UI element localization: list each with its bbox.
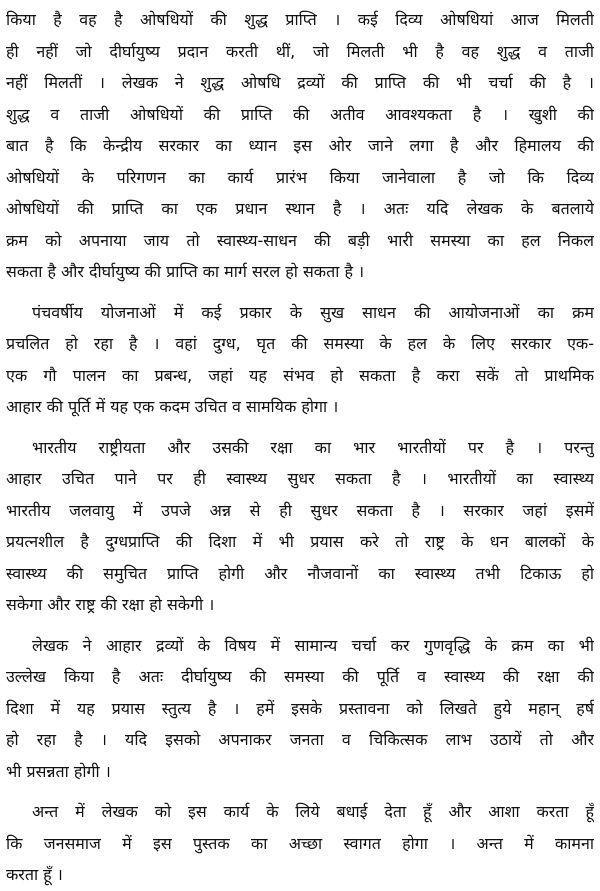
text-line: कि जनसमाज में इस पुस्तक का अच्छा स्वागत होगा । अन्त में कामना <box>6 833 594 853</box>
text-line: ओषधियों की प्राप्ति का एक प्रधान स्थान है । अतः यदि लेखक के बतलाये <box>6 199 594 218</box>
paragraph-closing <box>6 796 594 891</box>
paragraph-gap <box>6 787 594 796</box>
paragraph-national-health <box>6 432 594 621</box>
text-line: आहार की पूर्ति में यह एक कदम उचित व सामयिक होगा । <box>6 397 339 416</box>
paragraph-diet-substances <box>6 630 594 788</box>
text-line: स्वास्थ्य की समुचित प्राप्ति होगी और नौजवानों का स्वास्थ्य तभी टिकाऊ हो <box>6 563 594 583</box>
text-line: सकता है और दीर्घायुष्य की प्राप्ति का मार्ग सरल हो सकता है । <box>6 262 365 281</box>
paragraph-five-year-plans <box>6 297 594 423</box>
text-line: लेखक ने आहार द्रव्यों के विषय में सामान्य चर्चा कर गुणवृद्धि के क्रम का भी <box>32 635 594 655</box>
text-line: प्रचलित हो रहा है । वहां दुग्ध, घृत की समस्या के हल के लिए सरकार एक- <box>6 334 594 353</box>
text-line: शुद्ध व ताजी ओषधियों की प्राप्ति की अतीव आवश्यकता है । खुशी की <box>6 104 594 124</box>
text-line: करता हूँ । <box>6 865 63 884</box>
text-line: ही नहीं जो दीर्घायुष्य प्रदान करती थीं, जो मिलती भी है वह शुद्ध व ताजी <box>6 41 594 61</box>
paragraph-gap <box>6 423 594 432</box>
text-line: प्रयत्नशील है दुग्धप्राप्ति की दिशा में भी प्रयास करे तो राष्ट्र के धन बालकों के <box>6 532 594 551</box>
text-line: पंचवर्षीय योजनाओं में कई प्रकार के सुख साधन की आयोजनाओं का क्रम <box>32 302 594 322</box>
text-line: क्रम को अपनाया जाय तो स्वास्थ्य-साधन की बड़ी भारी समस्या का हल निकल <box>6 230 594 250</box>
text-line: किया है वह है ओषधियों की शुद्ध प्राप्ति । कई दिव्य ओषधियां आज मिलती <box>6 10 594 29</box>
text-line: उल्लेख किया है अतः दीर्घायुष्य की समस्या की पूर्ति व स्वास्थ्य की रक्षा की <box>6 667 594 686</box>
text-line: भारतीय जलवायु में उपजे अन्न से ही सुधर सकता है । सरकार जहां इसमें <box>6 500 594 520</box>
text-line: दिशा में यह प्रयास स्तुत्य है । हमें इसके प्रस्तावना को लिखते हुये महान् हर्ष <box>6 698 594 718</box>
text-line: बात है कि केन्द्रीय सरकार का ध्यान इस ओर जाने लगा है और हिमालय की <box>6 136 594 155</box>
text-line: अन्त में लेखक को इस कार्य के लिये बधाई देता हूँ और आशा करता हूँ <box>32 802 594 821</box>
paragraph-gap <box>6 288 594 297</box>
text-line: सकेगा और राष्ट्र की रक्षा हो सकेगी । <box>6 595 215 614</box>
text-line: एक गौ पालन का प्रबन्ध, जहां यह संभव हो सकता है करा सकें तो प्राथमिक <box>6 365 594 385</box>
text-line: भी प्रसन्नता होगी । <box>6 761 111 781</box>
text-line: आहार उचित पाने पर ही स्वास्थ्य सुधर सकता है । भारतीयों का स्वास्थ्य <box>6 469 594 488</box>
text-line: ओषधियों के परिगणन का कार्य प्रारंभ किया जानेवाला है जो कि दिव्य <box>6 167 594 187</box>
paragraph-herbs <box>6 4 594 288</box>
paragraph-gap <box>6 621 594 630</box>
text-line: नहीं मिलतीं । लेखक ने शुद्ध ओषधि द्रव्यों की प्राप्ति की भी चर्चा की है । <box>6 73 594 92</box>
text-line: हो रहा है । यदि इसको अपनाकर जनता व चिकित्सक लाभ उठायें तो और <box>6 730 594 749</box>
text-line: भारतीय राष्ट्रीयता और उसकी रक्षा का भार भारतीयों पर है । परन्तु <box>32 437 594 457</box>
